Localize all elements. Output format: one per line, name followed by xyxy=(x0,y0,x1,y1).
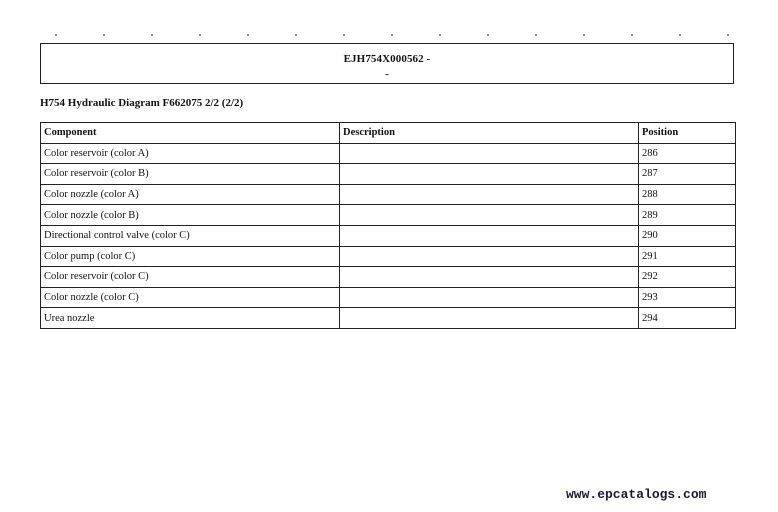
parts-table xyxy=(40,122,736,329)
document-header-box xyxy=(40,43,734,84)
cell-description xyxy=(340,225,639,246)
column-header-component: Component xyxy=(41,123,340,144)
cell-component: Color reservoir (color B) xyxy=(41,164,340,185)
table-row xyxy=(41,287,736,308)
cell-description xyxy=(340,184,639,205)
cell-description xyxy=(340,143,639,164)
cell-position: 289 xyxy=(639,205,736,226)
cell-component: Color nozzle (color B) xyxy=(41,205,340,226)
top-edge-marks xyxy=(40,34,735,40)
cell-description xyxy=(340,308,639,329)
cell-position: 294 xyxy=(639,308,736,329)
column-header-position: Position xyxy=(639,123,736,144)
table-row xyxy=(41,164,736,185)
cell-component: Color reservoir (color C) xyxy=(41,267,340,288)
column-header-description: Description xyxy=(340,123,639,144)
watermark-url: www.epcatalogs.com xyxy=(566,487,707,502)
table-row xyxy=(41,184,736,205)
cell-description xyxy=(340,287,639,308)
table-row xyxy=(41,308,736,329)
cell-description xyxy=(340,267,639,288)
cell-description xyxy=(340,205,639,226)
cell-position: 286 xyxy=(639,143,736,164)
cell-component: Color reservoir (color A) xyxy=(41,143,340,164)
cell-component: Urea nozzle xyxy=(41,308,340,329)
cell-component: Color nozzle (color C) xyxy=(41,287,340,308)
document-code-dash: - xyxy=(385,68,389,80)
table-row xyxy=(41,205,736,226)
cell-description xyxy=(340,246,639,267)
table-header-row xyxy=(41,123,736,144)
table-row xyxy=(41,225,736,246)
cell-position: 293 xyxy=(639,287,736,308)
page-title: H754 Hydraulic Diagram F662075 2/2 (2/2) xyxy=(40,97,244,109)
cell-description xyxy=(340,164,639,185)
cell-component: Color pump (color C) xyxy=(41,246,340,267)
cell-component: Directional control valve (color C) xyxy=(41,225,340,246)
cell-position: 288 xyxy=(639,184,736,205)
cell-position: 291 xyxy=(639,246,736,267)
table-row xyxy=(41,267,736,288)
table-row xyxy=(41,143,736,164)
cell-position: 292 xyxy=(639,267,736,288)
cell-position: 290 xyxy=(639,225,736,246)
cell-component: Color nozzle (color A) xyxy=(41,184,340,205)
document-code: EJH754X000562 - xyxy=(343,53,431,65)
cell-position: 287 xyxy=(639,164,736,185)
table-row xyxy=(41,246,736,267)
